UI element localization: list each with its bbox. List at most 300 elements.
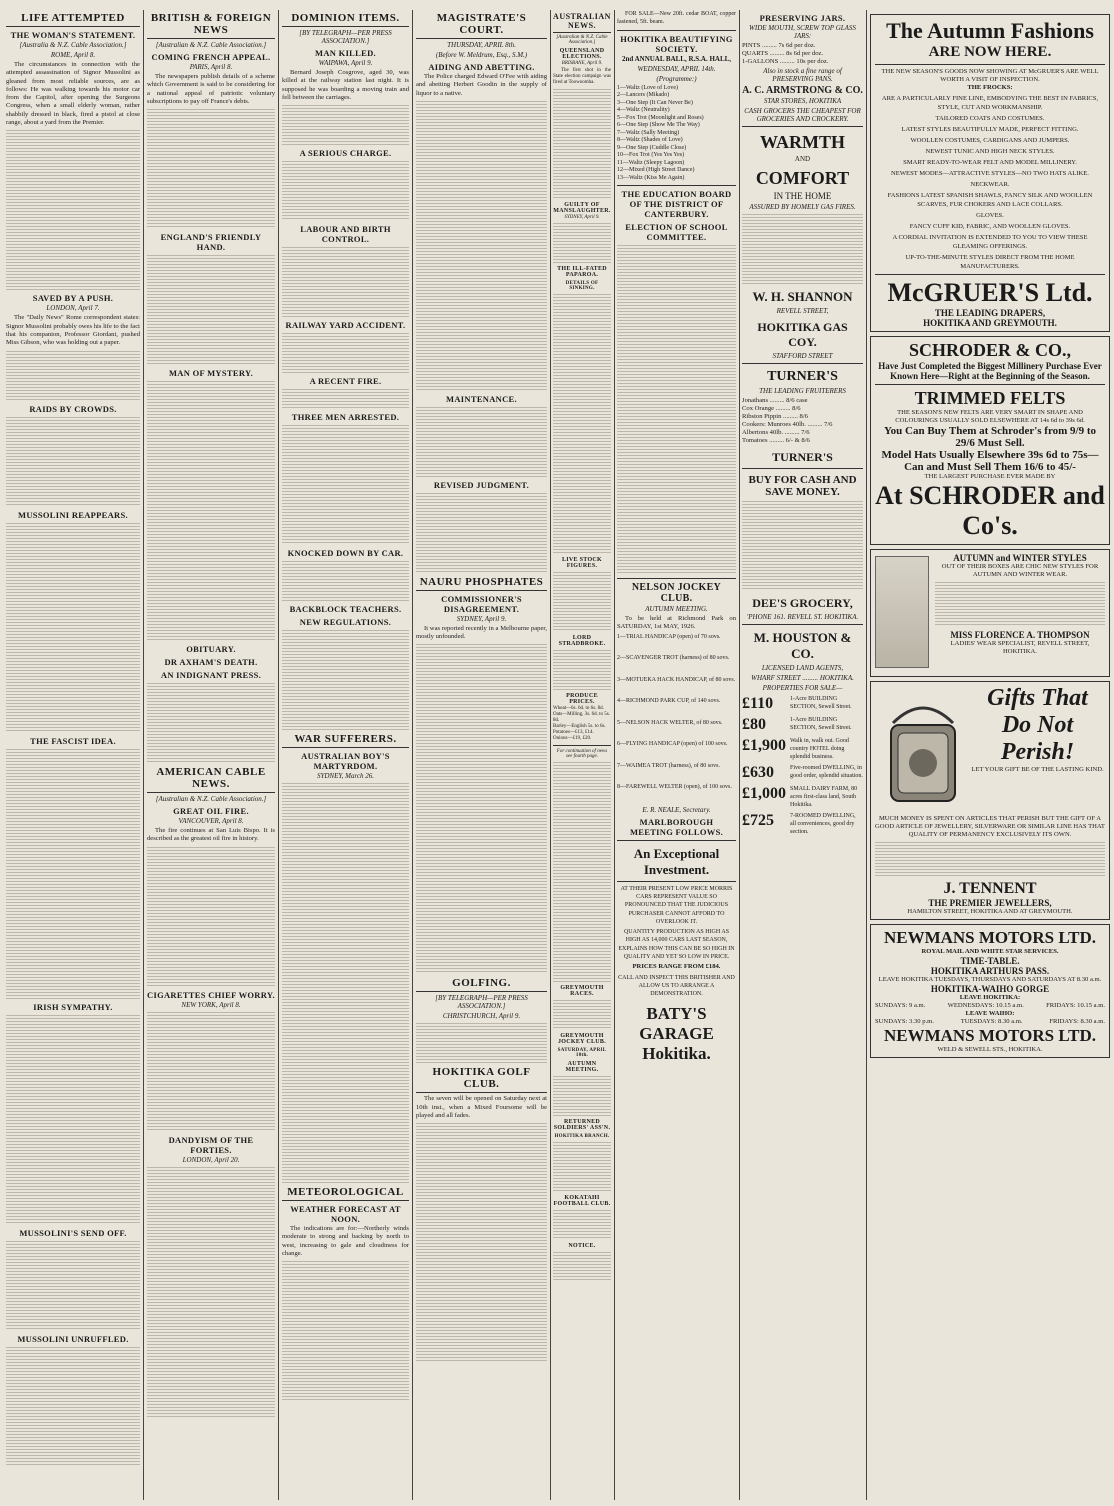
body-text-block xyxy=(6,749,140,999)
fashion-figure-illustration xyxy=(875,556,929,668)
price-line: 1-GALLONS ......... 10s per doz. xyxy=(742,58,829,65)
schedule-cell: SUNDAYS: 3.30 p.m. xyxy=(875,1018,934,1025)
dance-item: 5—Fox Trot (Moonlight and Roses) xyxy=(617,114,704,121)
agency-line: [Australian & N.Z. Cable Association.] xyxy=(556,35,608,45)
article-title: METEOROLOGICAL xyxy=(282,1186,409,1201)
jars-heading: PRESERVING JARS. xyxy=(759,13,846,23)
schroder-ad xyxy=(870,336,1110,545)
article-title: GOLFING. xyxy=(416,977,547,992)
body-text-block xyxy=(553,572,611,632)
property-description: SMALL DAIRY FARM, 80 acres first-class land, South Hokitika. xyxy=(790,786,858,808)
property-listing xyxy=(742,737,863,761)
column-1 xyxy=(6,10,140,1500)
agency-line: [Australia & N.Z. Cable Association.] xyxy=(19,41,127,49)
dateline: PARIS, April 8. xyxy=(189,63,233,71)
section-heading: AN INDIGNANT PRESS. xyxy=(160,670,262,681)
agency-line: [BY TELEGRAPH—PER PRESS ASSOCIATION.] xyxy=(299,29,392,45)
classified-ads-block xyxy=(553,762,611,982)
price-line: Wheat—6s. 6d. to 6s. 8d. xyxy=(553,706,604,711)
column-4 xyxy=(416,10,547,1500)
article-text: The newspapers publish details of a scheme which Government is said to be considering for a national appeal of patriotic voluntary subscriptions to pay off France's debts. xyxy=(147,73,275,105)
schedule-cell: FRIDAYS: 10.15 a.m. xyxy=(1046,1002,1105,1009)
body-text-block xyxy=(416,101,547,391)
tennent-line: THE PREMIER JEWELLERS, xyxy=(928,898,1052,908)
schedule-row xyxy=(875,1018,1105,1026)
fashion-line: NECKWEAR. xyxy=(970,181,1010,188)
store-name: A. C. ARMSTRONG & CO. xyxy=(742,85,863,96)
mcgruer-name: McGRUER'S Ltd. xyxy=(887,278,1093,307)
property-price: £725 xyxy=(742,812,774,829)
section-heading: THE EDUCATION BOARD OF THE DISTRICT OF CANTERBURY. xyxy=(621,189,732,220)
section-heading: MUSSOLINI UNRUFFLED. xyxy=(17,1333,129,1344)
section-heading: A RECENT FIRE. xyxy=(309,376,382,387)
route-heading: HOKITIKA-WAIHO GORGE xyxy=(930,984,1050,994)
body-text-block xyxy=(553,1252,611,1282)
section-heading: MAN OF MYSTERY. xyxy=(168,368,254,379)
dateline: SYDNEY, April 9. xyxy=(564,215,600,220)
race-event: 1—TRIAL HANDICAP (open) of 70 sovs. xyxy=(617,633,721,640)
ball-date: WEDNESDAY, APRIL 14th. xyxy=(637,64,716,73)
schedule-row xyxy=(875,1002,1105,1010)
divider xyxy=(617,30,736,31)
section-heading: RAIDS BY CROWDS. xyxy=(29,403,117,414)
body-text-block xyxy=(282,425,409,545)
fashion-line: TAILORED COATS AND COSTUMES. xyxy=(935,115,1045,122)
dance-item: 6—One Step (Show Me The Way) xyxy=(617,122,700,129)
body-text-block xyxy=(6,1241,140,1331)
thompson-name: MISS FLORENCE A. THOMPSON xyxy=(950,630,1090,640)
divider xyxy=(617,185,736,186)
section-heading: KNOCKED DOWN BY CAR. xyxy=(287,548,404,559)
jars-subheading: WIDE MOUTH, SCREW TOP GLASS JARS: xyxy=(749,24,856,40)
column-rule xyxy=(278,10,279,1500)
fashion-line: NEWEST TUNIC AND HIGH NECK STYLES. xyxy=(925,148,1055,155)
schedule-cell: TUESDAYS: 8.30 a.m. xyxy=(960,1018,1023,1025)
section-heading: REVISED JUDGMENT. xyxy=(433,479,530,490)
section-heading: MUSSOLINI REAPPEARS. xyxy=(18,509,128,520)
article-title: AUSTRALIAN NEWS. xyxy=(553,12,611,33)
body-text-block xyxy=(617,245,736,575)
dance-item: 12—Mixed (High Street Dance) xyxy=(617,167,695,174)
article-text: The seven will be opened on Saturday next at 10th inst., when a Mixed Foursome will be played and all fades. xyxy=(416,1095,547,1120)
fruit-price-item: Cox Orange ......... 8/6 xyxy=(742,405,801,412)
at-schroder-heading: At SCHRODER and Co's. xyxy=(875,481,1105,540)
body-text-block xyxy=(6,417,140,507)
autumn-styles-heading: AUTUMN and WINTER STYLES xyxy=(953,553,1087,563)
property-description: 1-Acre BUILDING SECTION, Sewell Street. xyxy=(790,717,852,731)
body-text-block xyxy=(742,501,863,591)
article-text: The circumstances in connection with the attempted assassination of Signor Mussolini as gleaned from most reliable sources, are as follows: He was walking towards his motor car from the Capitol, after opening the Surgeons Congress, when a small elderly woman, rather shabbily dressed in black, fired a pistol at close range, about a yard from the Premier. xyxy=(6,61,140,127)
property-listing xyxy=(742,764,863,782)
divider xyxy=(742,126,863,127)
body-text-block xyxy=(416,644,547,974)
gas-company-address: STAFFORD STREET xyxy=(772,352,833,360)
body-text-block xyxy=(553,89,611,199)
body-text-block xyxy=(416,1123,547,1363)
property-listing xyxy=(742,785,863,809)
section-heading: RAILWAY YARD ACCIDENT. xyxy=(285,320,406,331)
warmth-and: AND xyxy=(794,155,811,163)
property-description: Walk in, walk out. Good country HOTEL doing splendid business. xyxy=(790,738,849,760)
section-heading: CIGARETTES CHIEF WORRY. xyxy=(147,989,275,1000)
gifts-tagline: LET YOUR GIFT BE OF THE LASTING KIND. xyxy=(971,766,1104,773)
fashions-intro: THE NEW SEASON'S GOODS NOW SHOWING AT McGRUER'S ARE WELL WORTH A VISIT OF INSPECTION. xyxy=(881,68,1099,83)
route-leave: LEAVE HOKITIKA: xyxy=(959,994,1021,1001)
section-heading: THREE MEN ARRESTED. xyxy=(291,412,400,423)
fashions-title: The Autumn Fashions xyxy=(886,18,1094,43)
divider xyxy=(742,468,863,469)
body-text-block xyxy=(553,1000,611,1030)
meeting-date: To be held at Richmond Park on SATURDAY, 1st MAY, 1926. xyxy=(617,615,736,631)
mcgruer-line: HOKITIKA AND GREYMOUTH. xyxy=(923,318,1057,328)
dateline: WAIPAWA, April 9. xyxy=(318,59,373,67)
houston-line: WHARF STREET ......... HOKITIKA. xyxy=(751,674,854,682)
body-text-block xyxy=(147,255,275,365)
body-text-block xyxy=(6,1015,140,1225)
section-heading: AIDING AND ABETTING. xyxy=(428,62,535,72)
divider xyxy=(617,840,736,841)
agency-line: [Australian & N.Z. Cable Association.] xyxy=(155,795,267,804)
classified-ad: FOR SALE—New 20ft. cedar BOAT, copper fastened, 5ft. beam. xyxy=(617,11,736,26)
divider xyxy=(875,64,1105,65)
price-line: Onions—£19, £20. xyxy=(553,736,592,741)
column-8 xyxy=(870,10,1110,1500)
article-text: The "Daily News" Rome correspondent states: Signor Mussolini probably owes his life to the fact that his companion, Professor Giordani, pushed Miss Gibson, who was holding out a paper. xyxy=(6,314,140,347)
section-heading: A SERIOUS CHARGE. xyxy=(299,148,392,159)
ad-text: AT THEIR PRESENT LOW PRICE MORRIS CARS REPRESENT VALUE SO PRONOUNCED THAT THE JUDICIOUS PURCHASER CANNOT AFFORD TO OVERLOOK IT. xyxy=(620,885,733,925)
section-heading: MUSSOLINI'S SEND OFF. xyxy=(19,1227,127,1238)
houston-line: LICENSED LAND AGENTS, xyxy=(761,664,844,672)
gas-fires-line: ASSURED BY HOMELY GAS FIRES. xyxy=(749,203,856,211)
club-heading: HOKITIKA BEAUTIFYING SOCIETY. xyxy=(620,33,733,54)
section-heading: AUSTRALIAN BOY'S MARTYRDOM. xyxy=(301,751,390,772)
newmans-footer-address: WELD & SEWELL STS., HOKITIKA. xyxy=(937,1046,1043,1053)
shannon-name: W. H. SHANNON xyxy=(752,289,853,304)
property-description: 7-ROOMED DWELLING, all conveniences, good dry section. xyxy=(790,813,856,835)
article-title: BRITISH & FOREIGN NEWS xyxy=(147,12,275,39)
properties-heading: PROPERTIES FOR SALE— xyxy=(762,684,843,692)
largest-purchase-line: THE LARGEST PURCHASE EVER MADE BY xyxy=(924,473,1056,480)
dance-item: 11—Waltz (Sleepy Lagoon) xyxy=(617,159,685,166)
dateline: VANCOUVER, April 8. xyxy=(178,817,244,826)
price-range: PRICES RANGE FROM £184. xyxy=(632,963,721,971)
bench-line: (Before W. Meldrum, Esq., S.M.) xyxy=(435,51,528,59)
article-title: AMERICAN CABLE NEWS. xyxy=(147,766,275,793)
body-text-block xyxy=(147,381,275,641)
column-rule xyxy=(412,10,413,1500)
fashion-line: A CORDIAL INVITATION IS EXTENDED TO YOU TO VIEW THESE GLEAMING OFFERINGS. xyxy=(892,234,1088,250)
section-heading: COMING FRENCH APPEAL. xyxy=(151,52,271,62)
column-2 xyxy=(147,10,275,1500)
schedule-cell: FRIDAYS: 8.30 a.m. xyxy=(1049,1018,1105,1025)
property-price: £630 xyxy=(742,764,774,781)
fruit-price-list xyxy=(742,397,863,445)
section-heading: KOKATAHI FOOTBALL CLUB. xyxy=(553,1195,611,1207)
race-event: 6—FLYING HANDICAP (open) of 100 sovs. xyxy=(617,741,728,748)
article-title: LIFE ATTEMPTED xyxy=(6,12,140,27)
section-heading: NOTICE. xyxy=(568,1243,596,1249)
section-heading: GREAT OIL FIRE. xyxy=(173,806,249,817)
fashion-line: SMART READY-TO-WEAR FELT AND MODEL MILLINERY. xyxy=(903,159,1077,166)
fashion-line: WOOLLEN COSTUMES, CARDIGANS AND JUMPERS. xyxy=(910,137,1070,144)
dateline: NEW YORK, April 8. xyxy=(181,1000,241,1009)
agency-line: [Australian & N.Z. Cable Association.] xyxy=(155,41,267,49)
gifts-heading-3: Perish! xyxy=(1000,739,1075,765)
fashion-line: FASHIONS LATEST SPANISH SHAWLS, FANCY SILK AND WOOLLEN SCARVES, FUR CHOKERS AND LACE COLLARS. xyxy=(887,192,1093,208)
fashion-line: GLOVES. xyxy=(976,212,1004,219)
dance-item: 10—Fox Trot (Yes Yes Yes) xyxy=(617,152,685,159)
body-text-block xyxy=(6,523,140,733)
section-heading: LABOUR AND BIRTH CONTROL. xyxy=(300,224,391,245)
body-text-block xyxy=(282,333,409,373)
thompson-ad xyxy=(870,549,1110,677)
section-heading: GREYMOUTH RACES. xyxy=(560,985,604,997)
body-text-block xyxy=(6,1347,140,1467)
thompson-address: LADIES' WEAR SPECIALIST, REVELL STREET, HOKITIKA. xyxy=(950,640,1090,655)
body-text-block xyxy=(553,650,611,690)
body-text-block xyxy=(147,109,275,229)
fashions-subtitle: ARE NOW HERE. xyxy=(928,44,1052,60)
trimmed-felts-heading: TRIMMED FELTS xyxy=(914,388,1066,408)
body-text-block xyxy=(147,1167,275,1417)
model-hats-price: Model Hats Usually Elsewhere 39s 6d to 75s—Can and Must Sell Them 16/6 to 45/- xyxy=(881,449,1099,473)
divider xyxy=(875,384,1105,385)
fashion-line: FANCY CUFF KID, FABRIC, AND WOOLLEN GLOVES. xyxy=(909,223,1071,230)
body-text-block xyxy=(147,1012,275,1132)
body-text-block xyxy=(553,294,611,554)
article-title: WAR SUFFERERS. xyxy=(282,733,409,748)
newmans-ad xyxy=(870,924,1110,1058)
timetable-heading: TIME-TABLE. xyxy=(960,956,1020,966)
race-event: 5—NELSON HACK WELTER, of 80 sovs. xyxy=(617,719,723,726)
buy-cash-heading: BUY FOR CASH AND SAVE MONEY. xyxy=(748,474,857,498)
fashion-line: ARE A PARTICULARLY FINE LINE, EMBODYING THE BEST IN FABRICS, STYLE, CUT AND WORKMANSHIP. xyxy=(881,95,1099,111)
body-text-block xyxy=(282,630,409,730)
dance-item: 8—Waltz (Shades of Love) xyxy=(617,137,683,144)
autumn-fashions-ad xyxy=(870,14,1110,332)
divider xyxy=(617,578,736,579)
column-rule xyxy=(739,10,740,1500)
body-text-block xyxy=(875,842,1105,877)
body-text-block xyxy=(282,247,409,317)
newmans-name: NEWMANS MOTORS LTD. xyxy=(883,928,1097,947)
home-heading: IN THE HOME xyxy=(773,191,832,201)
article-title: DOMINION ITEMS. xyxy=(282,12,409,27)
tennent-ad xyxy=(870,681,1110,920)
dance-programme-list xyxy=(617,85,736,183)
route-detail: LEAVE HOKITIKA TUESDAYS, THURSDAYS AND SATURDAYS AT 8.30 a.m. xyxy=(878,976,1102,983)
race-event-list xyxy=(617,634,736,792)
article-text: The Police charged Edward O'Fee with aiding and abetting Herbert Goodin in the supply of liquor to a native. xyxy=(416,73,547,97)
turners-subheading: THE LEADING FRUITERERS xyxy=(759,387,846,395)
comfort-heading: COMFORT xyxy=(755,168,850,188)
property-description: 1-Acre BUILDING SECTION, Sewell Street. xyxy=(790,696,852,710)
route-leave: LEAVE WAIHO: xyxy=(965,1010,1015,1017)
price-line: PINTS ......... 7s 6d per doz. xyxy=(742,42,816,49)
body-text-block xyxy=(553,1210,611,1240)
body-text-block xyxy=(282,561,409,601)
price-line: Barley—English 5s. to 6s. xyxy=(553,724,606,729)
jewel-box-icon xyxy=(875,685,970,815)
warmth-heading: WARMTH xyxy=(760,132,845,152)
column-rule xyxy=(550,10,551,1500)
section-heading: BACKBLOCK TEACHERS. xyxy=(289,604,402,615)
section-heading: LORD STRADBROKE. xyxy=(558,635,606,647)
body-text-block xyxy=(553,1076,611,1116)
ad-text: QUANTITY PRODUCTION AS HIGH AS HIGH AS 14,000 CARS LAST SEASON, EXPLAINS HOW THIS CAN BE SO HIGH IN QUALITY AND YET SO LOW IN PRICE. xyxy=(618,929,735,961)
article-title: MAGISTRATE'S COURT. xyxy=(416,12,547,39)
body-text-block xyxy=(6,351,140,401)
dateline: THURSDAY, APRIL 8th. xyxy=(447,41,516,49)
autumn-styles-text: OUT OF THEIR BOXES ARE CHIC NEW STYLES FOR AUTUMN AND WINTER WEAR. xyxy=(941,563,1099,578)
property-list xyxy=(742,695,863,836)
dance-item: 2—Lancers (Mikado) xyxy=(617,92,670,99)
store-line: CASH GROCERS THE CHEAPEST FOR GROCERIES AND CROCKERY. xyxy=(744,107,861,123)
divider xyxy=(875,274,1105,275)
section-heading: IRISH SYMPATHY. xyxy=(33,1001,113,1012)
section-heading: DR AXHAM'S DEATH. xyxy=(164,657,258,668)
body-text-block xyxy=(282,1261,409,1401)
secretary-line: E. R. NEALE, Secretary. xyxy=(642,805,711,814)
shannon-address: REVELL STREET, xyxy=(776,307,829,315)
body-text-block xyxy=(147,683,275,763)
dance-item: 4—Waltz (Neutrality) xyxy=(617,107,670,114)
trimmed-felts-price: You Can Buy Them at Schroder's from 9/9 to 29/6 Must Sell. xyxy=(883,425,1097,449)
section-heading: RETURNED SOLDIERS' ASS'N. xyxy=(553,1119,611,1131)
gas-company: HOKITIKA GAS COY. xyxy=(757,320,848,349)
dance-item: 7—Waltz (Sally Meeting) xyxy=(617,129,680,136)
section-heading: MAINTENANCE. xyxy=(446,393,517,404)
schroder-name: SCHRODER & CO., xyxy=(908,340,1071,360)
section-heading: SATURDAY, APRIL 10th. xyxy=(557,1048,607,1058)
section-heading: NEW REGULATIONS. xyxy=(299,617,392,628)
section-heading: PRODUCE PRICES. xyxy=(566,693,598,705)
section-heading: OBITUARY. xyxy=(186,644,236,655)
body-text-block xyxy=(6,130,140,290)
property-price: £1,000 xyxy=(742,785,786,802)
body-text-block xyxy=(553,223,611,263)
race-event: 8—FAREWELL WELTER (open), of 100 sovs. xyxy=(617,784,732,791)
article-text: The fire continues at San Luis Bispo. It is described as the greatest oil fire in history. xyxy=(147,827,275,843)
store-line: STAR STORES, HOKITIKA xyxy=(763,97,842,105)
gifts-text: MUCH MONEY IS SPENT ON ARTICLES THAT PERISH BUT THE GIFT OF A GOOD ARTICLE OF JEWELLERY, SILVERWARE OR SIMILAR LINE HAS THAT QUALITY OF PERMANENCY EXCLUSIVELY ITS OWN. xyxy=(875,815,1105,838)
fashion-line: UP-TO-THE-MINUTE STYLES DIRECT FROM THE HOME MANUFACTURERS. xyxy=(905,254,1075,270)
article-subtitle: THE WOMAN'S STATEMENT. xyxy=(10,30,136,40)
body-text-block xyxy=(416,493,547,573)
article-text: Bernard Joseph Cosgrove, aged 30, was killed at the railway station last night. It is supposed he was boarding a moving train and fell between the carriages. xyxy=(282,69,409,101)
gifts-heading-2: Do Not xyxy=(1001,712,1074,738)
price-line: Oats—Milling, 3s. 6d. to 5s. 8d. xyxy=(553,712,610,723)
divider xyxy=(617,881,736,882)
price-line: QUARTS ......... 8s 6d per doz. xyxy=(742,50,824,57)
property-price: £80 xyxy=(742,716,766,733)
race-event: 7—WAIMEA TROT (harness), of 80 sovs. xyxy=(617,762,720,769)
section-heading: DANDYISM OF THE FORTIES. xyxy=(168,1134,254,1155)
ad-note: Also in stock a fine range of PRESERVING PANS. xyxy=(763,67,842,83)
property-listing xyxy=(742,716,863,734)
fruit-price-item: Ribston Pippin ......... 8/6 xyxy=(742,413,808,420)
section-heading: GUILTY OF MANSLAUGHTER. xyxy=(553,202,611,214)
dance-item: 9—One Step (Cuddle Close) xyxy=(617,144,687,151)
column-3 xyxy=(282,10,409,1500)
article-text: The indications are for:—Northerly winds moderate to strong and backing by north to west, increasing to gale and cloudiness for change. xyxy=(282,1225,409,1258)
fashion-lines-list xyxy=(875,94,1105,271)
section-heading: MARLBOROUGH MEETING FOLLOWS. xyxy=(629,816,724,837)
meeting-subtitle: AUTUMN MEETING. xyxy=(645,605,708,614)
newmans-footer-name: NEWMANS MOTORS LTD. xyxy=(883,1026,1097,1045)
dateline: ROME, April 8. xyxy=(50,51,96,59)
dees-name: DEE'S GROCERY, xyxy=(752,596,853,610)
article-text: It was reported recently in a Melbourne paper, mostly unfounded. xyxy=(416,624,547,641)
section-heading: ENGLAND'S FRIENDLY HAND. xyxy=(160,232,262,253)
section-heading: AUTUMN MEETING. xyxy=(565,1061,599,1073)
fashion-line: LATEST STYLES BEAUTIFULLY MADE, PERFECT FITTING. xyxy=(901,126,1079,133)
column-7 xyxy=(742,10,863,1500)
divider xyxy=(742,363,863,364)
schroder-line: Have Just Completed the Biggest Millinery Purchase Ever Known Here—Right at the Beginning of the Season. xyxy=(878,361,1102,381)
column-6 xyxy=(617,10,736,1500)
fruit-price-item: Albertons 40lb. ......... 7/6 xyxy=(742,429,810,436)
property-listing xyxy=(742,812,863,836)
section-heading: LIVE STOCK FIGURES. xyxy=(561,557,603,569)
race-event: 4—RICHMOND PARK CUP, of 140 sovs. xyxy=(617,698,721,705)
agency-line: [BY TELEGRAPH—PER PRESS ASSOCIATION.] xyxy=(435,994,528,1011)
dateline: CHRISTCHURCH, April 9. xyxy=(442,1012,521,1021)
article-title: NAURU PHOSPHATES xyxy=(416,576,547,591)
schedule-cell: SUNDAYS: 9 a.m. xyxy=(875,1002,926,1009)
article-text: The first shot in the State election campaign was fired at Toowoomba. xyxy=(553,68,611,85)
dance-item: 1—Waltz (Love of Love) xyxy=(617,84,678,91)
dees-address: 'PHONE 161. REVELL ST. HOKITIKA. xyxy=(746,613,859,621)
property-price: £1,900 xyxy=(742,737,786,754)
schedule-cell: WEDNESDAYS: 10.15 a.m. xyxy=(947,1002,1024,1009)
property-price: £110 xyxy=(742,695,774,712)
body-text-block xyxy=(282,783,409,1183)
section-heading: SAVED BY A PUSH. xyxy=(32,293,114,304)
property-description: Five-roomed DWELLING, in good order, splendid situation. xyxy=(790,765,863,779)
price-line: Potatoes—£13, £14. xyxy=(553,730,594,735)
section-heading: THE ILL-FATED PAPAROA. xyxy=(557,266,607,278)
fruit-price-item: Tomatoes ......... 6/- & 8/6 xyxy=(742,437,810,444)
turners-footer: TURNER'S xyxy=(772,450,833,464)
column-5 xyxy=(553,10,611,1500)
investment-headline: An Exceptional Investment. xyxy=(633,845,720,877)
divider xyxy=(742,624,863,625)
section-heading: GREYMOUTH JOCKEY CLUB. xyxy=(557,1033,607,1045)
column-rule xyxy=(143,10,144,1500)
column-rule xyxy=(614,10,615,1500)
dance-item: 13—Waltz (Kiss Me Again) xyxy=(617,174,685,181)
programme-label: (Programme:) xyxy=(656,74,697,83)
body-text-block xyxy=(282,389,409,409)
property-listing xyxy=(742,695,863,713)
body-text-block xyxy=(935,582,1105,627)
trimmed-felts-text: THE SEASON'S NEW FELTS ARE VERY SMART IN SHAPE AND COLOURINGS USUALLY SOLD ELSEWHERE AT 14s 6d to 39s 6d. xyxy=(895,409,1085,424)
fashion-line: NEWEST MODES—ATTRACTIVE STYLES—NO TWO HATS ALIKE. xyxy=(891,170,1089,177)
newmans-services: ROYAL MAIL AND WHITE STAR SERVICES. xyxy=(921,948,1059,955)
mcgruer-line: THE LEADING DRAPERS, xyxy=(934,308,1046,318)
route-heading: HOKITIKA ARTHURS PASS. xyxy=(930,966,1050,976)
body-text-block xyxy=(282,161,409,221)
body-text-block xyxy=(553,1142,611,1192)
race-event: 3—MOTUEKA HACK HANDICAP, of 80 sovs. xyxy=(617,676,736,683)
article-title: HOKITIKA GOLF CLUB. xyxy=(416,1066,547,1093)
section-heading: THE FASCIST IDEA. xyxy=(30,735,116,746)
body-text-block xyxy=(416,407,547,477)
ad-text: CALL AND INSPECT THIS BRITISHER AND ALLOW US TO ARRANGE A DEMONSTRATION. xyxy=(618,974,735,998)
section-heading: DETAILS OF SINKING. xyxy=(565,281,599,291)
section-heading: HOKITIKA BRANCH. xyxy=(554,1134,610,1139)
